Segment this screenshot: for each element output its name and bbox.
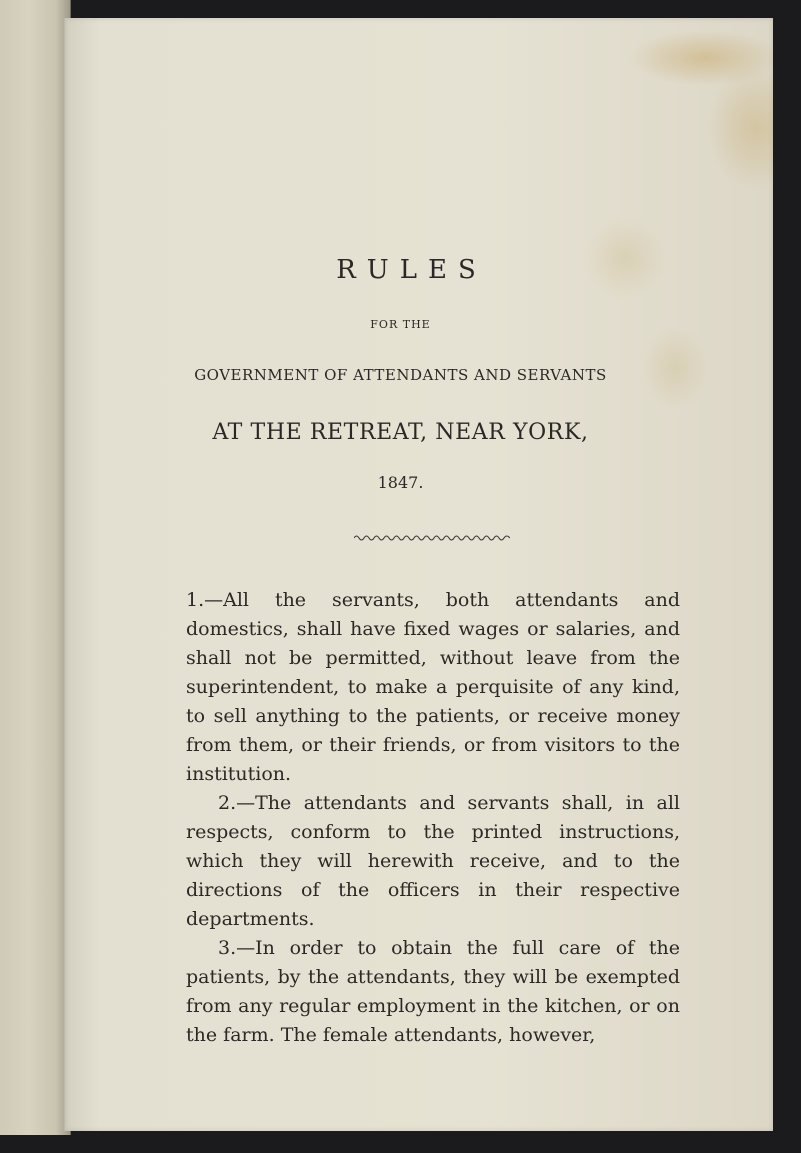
rule-paragraph-1: 1.—All the servants, both attendants and domestics, shall have fixed wages or salaries, and shall not be permitted, without leave from the superintendent, to make a perquisite of any kind, to sell anything to the patients, or receive money from them, or their friends, or from visitors to the institution.: [186, 589, 680, 785]
rule-paragraph-3: 3.—In order to obtain the full care of the patients, by the attendants, they will be exempted from any regular employment in the kitchen, or on the farm. The female attendants, however,: [186, 937, 680, 1046]
subtitle-government: GOVERNMENT OF ATTENDANTS AND SERVANTS: [194, 366, 607, 384]
subtitle-for-the: FOR THE: [370, 318, 431, 331]
wavy-rule-ornament: [354, 532, 510, 544]
subtitle-place: AT THE RETREAT, NEAR YORK,: [212, 420, 589, 445]
left-page-edge: [0, 0, 71, 1135]
rule-paragraph-2: 2.—The attendants and servants shall, in all respects, conform to the printed instructions, which they will herewith receive, and to the directions of the officers in their respective departments.: [186, 792, 680, 930]
publication-year: 1847.: [377, 473, 424, 492]
rules-body: [186, 586, 680, 1050]
page-title: RULES: [336, 255, 487, 285]
